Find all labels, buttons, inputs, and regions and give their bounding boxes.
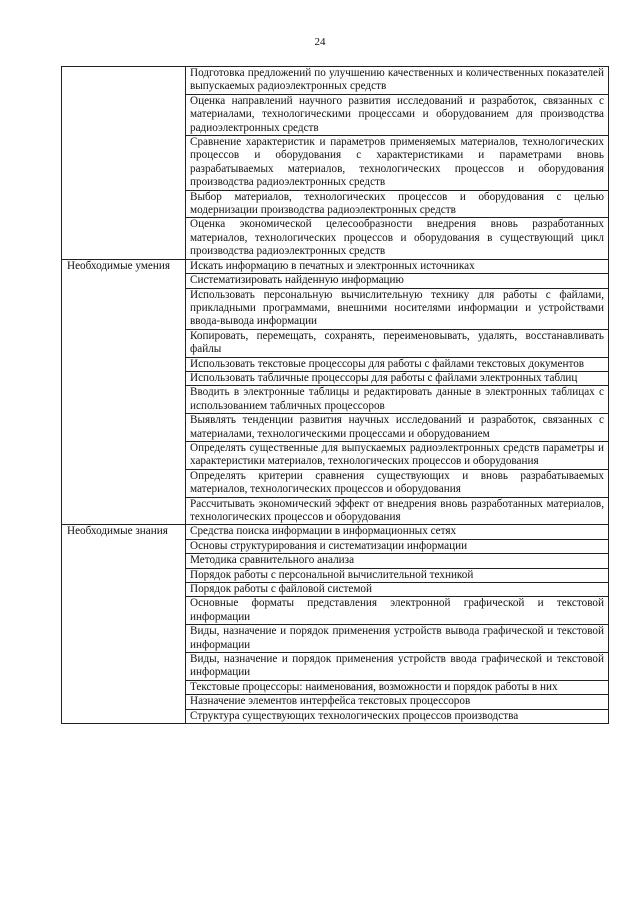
item-cell: Порядок работы с персональной вычислительной техникой [186,568,609,582]
item-cell: Структура существующих технологических процессов производства [186,709,609,723]
category-cell [62,67,186,260]
category-cell: Необходимые знания [62,525,186,724]
category-cell: Необходимые умения [62,259,186,525]
item-cell: Оценка направлений научного развития исследований и разработок, связанных с материалами, технологическими процессами и оборудованием для производства радиоэлектронных средств [186,94,609,135]
table-row [62,259,609,273]
item-cell: Использовать табличные процессоры для работы с файлами электронных таблиц [186,371,609,385]
item-cell: Копировать, перемещать, сохранять, переименовывать, удалять, восстанавливать файлы [186,329,609,357]
item-cell: Использовать персональную вычислительную технику для работы с файлами, прикладными программами, внешними носителями информации и устройствами ввода-вывода информации [186,288,609,329]
item-cell: Определять критерии сравнения существующих и вновь разрабатываемых материалов, технологических процессов и оборудования [186,469,609,497]
page-number: 24 [314,36,326,48]
item-cell: Систематизировать найденную информацию [186,274,609,288]
item-cell: Текстовые процессоры: наименования, возможности и порядок работы в них [186,680,609,694]
item-cell: Вводить в электронные таблицы и редактировать данные в электронных таблицах с использованием табличных процессоров [186,386,609,414]
item-cell: Назначение элементов интерфейса текстовых процессоров [186,695,609,709]
item-cell: Определять существенные для выпускаемых радиоэлектронных средств параметры и характеристики материалов, технологических процессов и оборудования [186,441,609,469]
item-cell: Методика сравнительного анализа [186,554,609,568]
table-row [62,525,609,539]
item-cell: Средства поиска информации в информационных сетях [186,525,609,539]
item-cell: Искать информацию в печатных и электронных источниках [186,259,609,273]
item-cell: Виды, назначение и порядок применения устройств вывода графической и текстовой информации [186,625,609,653]
item-cell: Сравнение характеристик и параметров применяемых материалов, технологических процессов и оборудования с характеристиками и параметрами вновь разрабатываемых материалов, технологических процессов и оборудования производства радиоэлектронных средств [186,136,609,191]
item-cell: Основы структурирования и систематизации информации [186,539,609,553]
item-cell: Виды, назначение и порядок применения устройств ввода графической и текстовой информации [186,653,609,681]
item-cell: Выявлять тенденции развития научных исследований и разработок, связанных с материалами, технологическими процессами и оборудованием [186,414,609,442]
item-cell: Основные форматы представления электронной графической и текстовой информации [186,597,609,625]
item-cell: Рассчитывать экономический эффект от внедрения вновь разработанных материалов, технологических процессов и оборудования [186,497,609,525]
table-row [62,67,609,95]
item-cell: Выбор материалов, технологических процессов и оборудования с целью модернизации производства радиоэлектронных средств [186,190,609,218]
item-cell: Подготовка предложений по улучшению качественных и количественных показателей выпускаемых радиоэлектронных средств [186,67,609,95]
requirements-table [61,66,609,724]
item-cell: Оценка экономической целесообразности внедрения вновь разработанных материалов, технологических процессов и оборудования в существующий цикл производства радиоэлектронных средств [186,218,609,259]
item-cell: Использовать текстовые процессоры для работы с файлами текстовых документов [186,357,609,371]
item-cell: Порядок работы с файловой системой [186,583,609,597]
table-body [62,67,609,724]
